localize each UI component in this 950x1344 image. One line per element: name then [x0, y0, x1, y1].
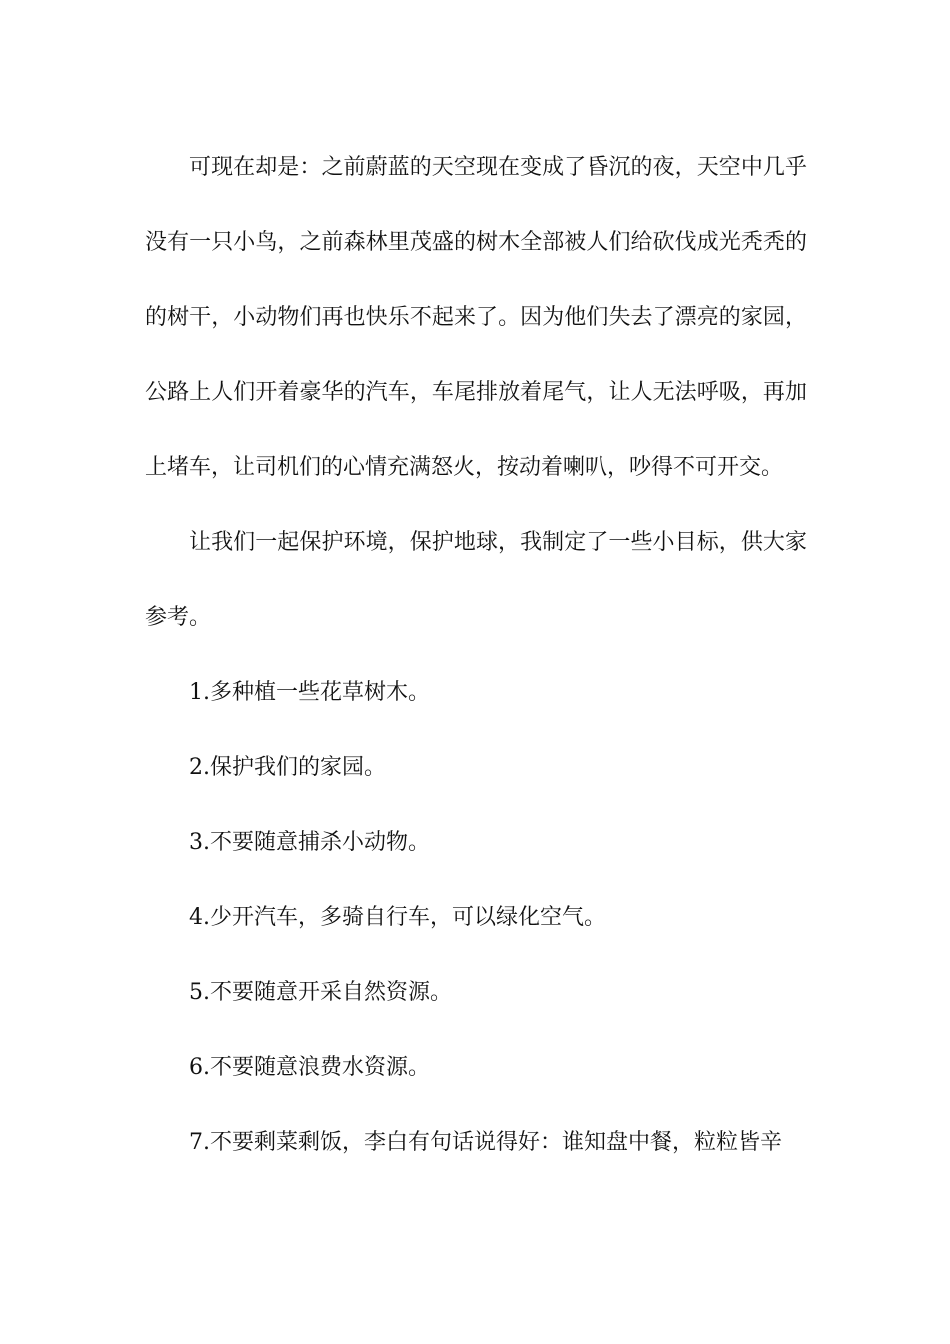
list-item: 2.保护我们的家园。 — [189, 755, 386, 780]
list-item: 3.不要随意捕杀小动物。 — [189, 830, 430, 855]
paragraph-goals-intro: 让我们一起保护环境，保护地球，我制定了一些小目标，供大家参考。 — [145, 530, 807, 630]
list-item: 7.不要剩菜剩饭，李白有句话说得好：谁知盘中餐，粒粒皆辛 — [189, 1130, 782, 1155]
list-item: 4.少开汽车，多骑自行车，可以绿化空气。 — [189, 905, 606, 930]
list-item: 1.多种植一些花草树木。 — [189, 680, 430, 705]
list-item: 6.不要随意浪费水资源。 — [189, 1055, 430, 1080]
document-body — [145, 130, 807, 1180]
paragraph-pollution: 可现在却是：之前蔚蓝的天空现在变成了昏沉的夜，天空中几乎没有一只小鸟，之前森林里茂盛的树木全部被人们给砍伐成光秃秃的的树干，小动物们再也快乐不起来了。因为他们失去了漂亮的家园，公路上人们开着豪华的汽车，车尾排放着尾气，让人无法呼吸，再加上堵车，让司机们的心情充满怒火，按动着喇叭，吵得不可开交。 — [145, 155, 807, 480]
list-item: 5.不要随意开采自然资源。 — [189, 980, 452, 1005]
